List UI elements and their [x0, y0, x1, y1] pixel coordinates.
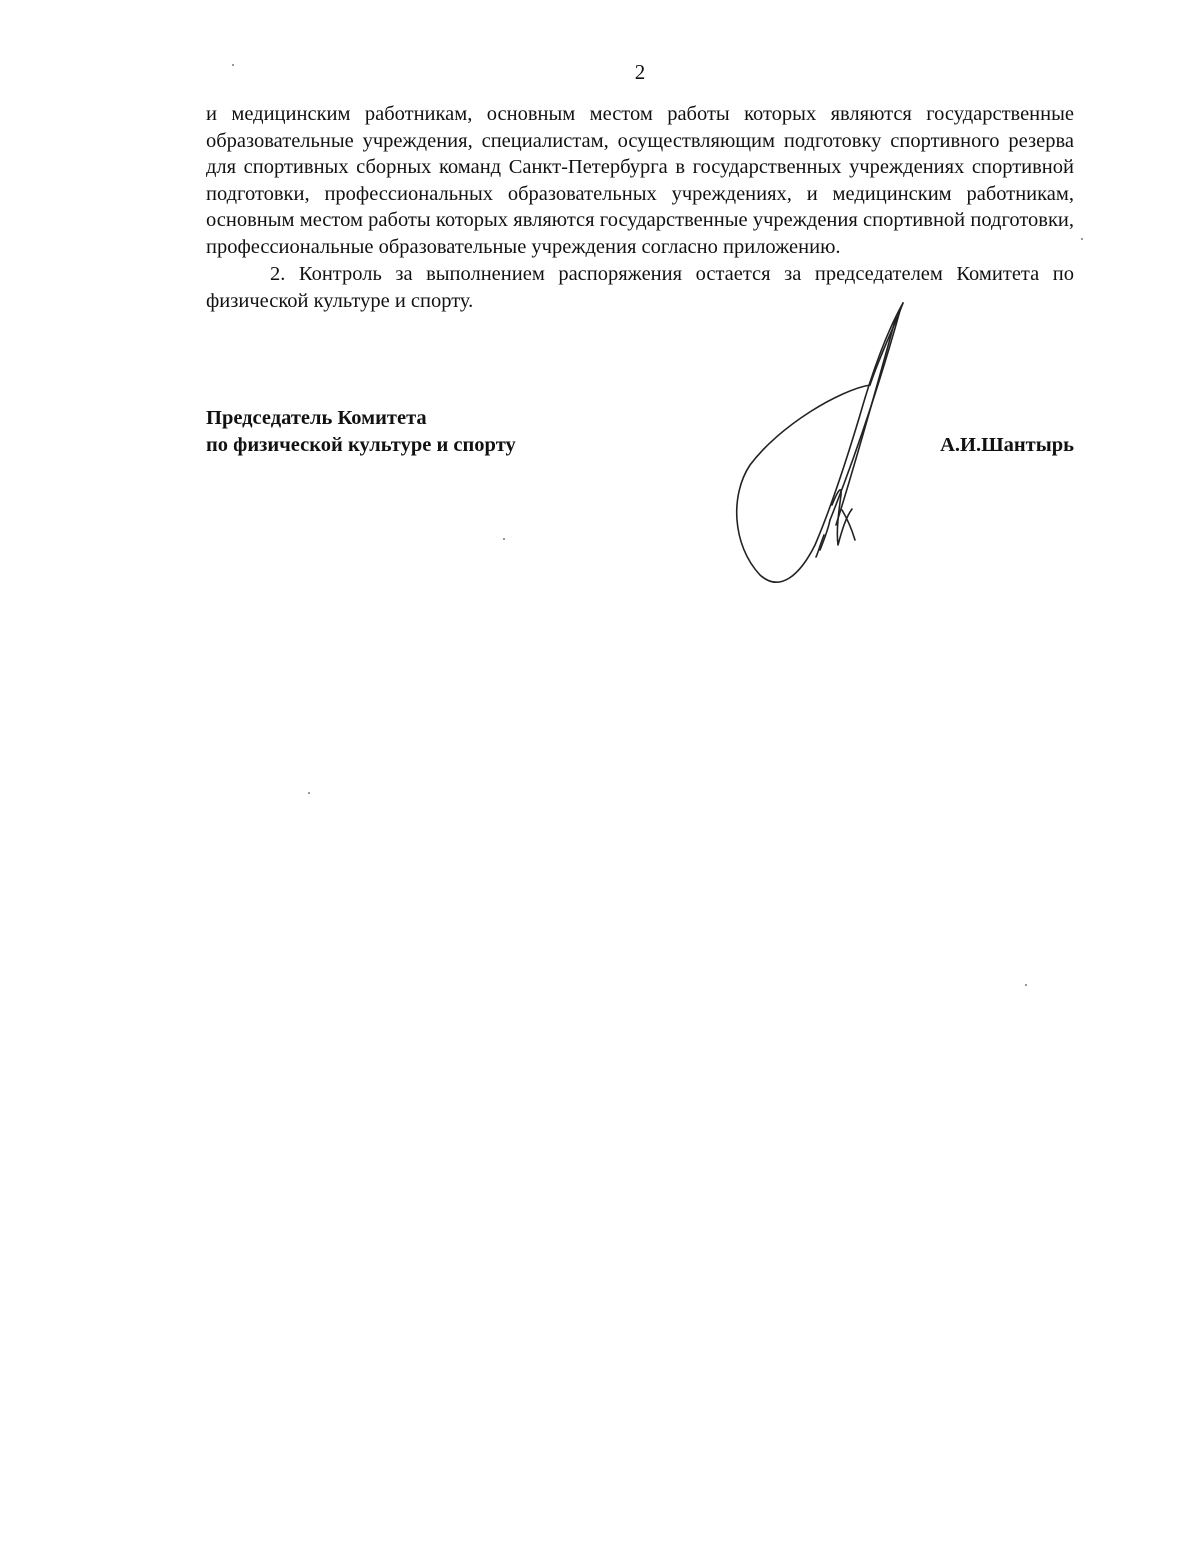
scan-speck: [232, 64, 234, 66]
paragraph-continuation: и медицинским работникам, основным местом работы которых являются государственные образовательные учреждения, специалистам, осуществляющим подготовку спортивного резерва для спортивных сборных команд Санкт-Петербурга в государственных учреждениях спортивной подготовки, профессиональных образовательных учреждениях, и медицинским работникам, основным местом работы которых являются государственные учреждения спортивной подготовки, профессиональные образовательные учреждения согласно приложению.: [206, 103, 1074, 258]
signer-title-line-1: Председатель Комитета: [206, 407, 427, 429]
document-body: [206, 101, 1074, 314]
page-number: 2: [634, 60, 646, 84]
scan-speck: [503, 538, 505, 540]
signer-title-line-2: по физической культуре и спорту: [206, 433, 516, 456]
paragraph-control-clause: 2. Контроль за выполнением распоряжения остается за председателем Комитета по физической культуре и спорту.: [206, 263, 1074, 312]
signer-name: А.И.Шантырь: [940, 433, 1074, 456]
signature-block: [206, 405, 1074, 458]
scan-speck: [1025, 984, 1027, 986]
handwritten-signature: [720, 295, 920, 595]
scan-speck: [308, 792, 310, 794]
scan-speck: [1081, 238, 1083, 240]
